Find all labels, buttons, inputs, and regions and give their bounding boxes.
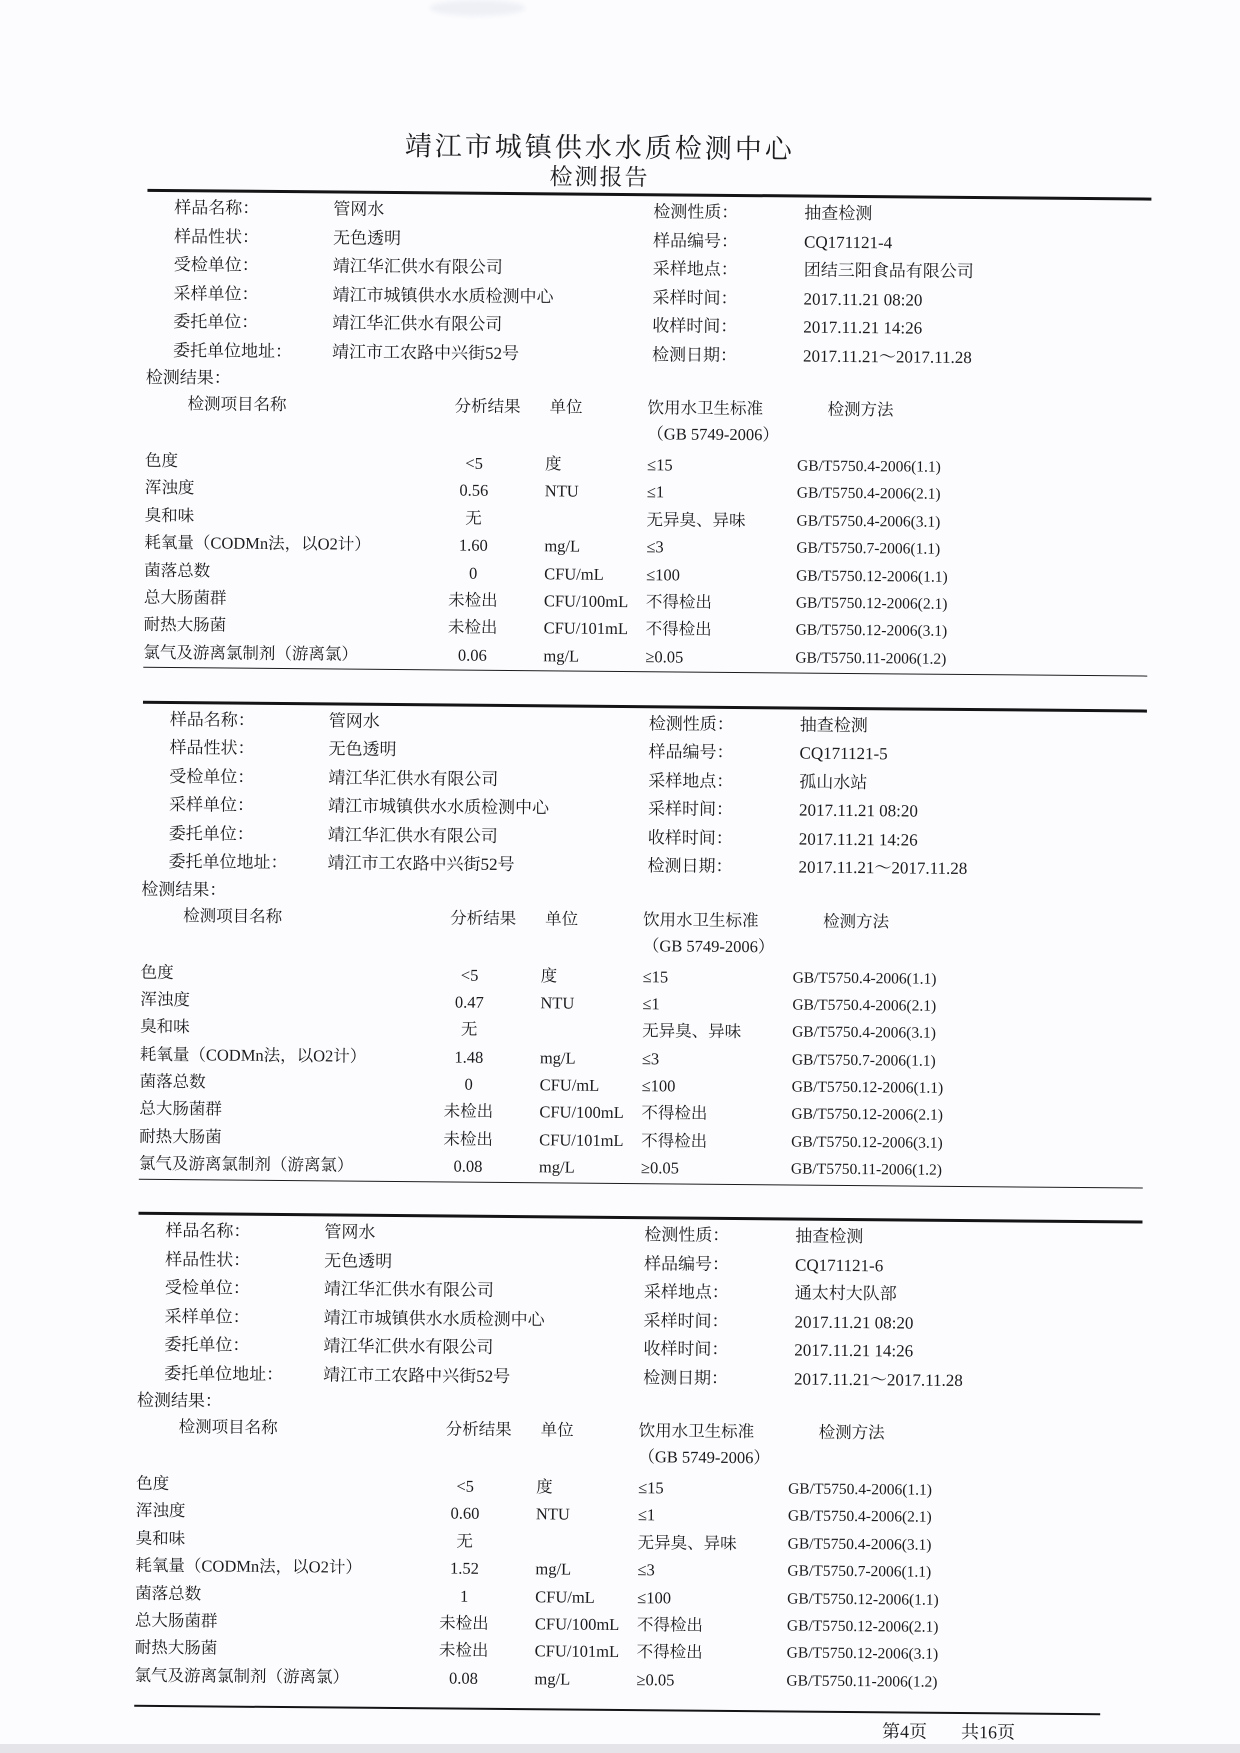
cell-method: GB/T5750.4-2006(2.1) bbox=[796, 484, 941, 504]
field-value: 靖江市工农路中兴街52号 bbox=[327, 853, 515, 875]
cell-unit bbox=[536, 505, 646, 533]
cell-result: 0.47 bbox=[454, 992, 484, 1012]
cell-result: 0 bbox=[468, 563, 478, 583]
cell-method: GB/T5750.12-2006(3.1) bbox=[791, 1133, 943, 1152]
cell-item: 氯气及游离氯制剂（游离氯） bbox=[143, 642, 359, 664]
results-table bbox=[139, 902, 1146, 1213]
cell-method: GB/T5750.7-2006(1.1) bbox=[796, 539, 941, 558]
field-label: 委托单位： bbox=[164, 1335, 250, 1355]
cell-standard: 不得检出 bbox=[641, 1131, 708, 1151]
field-label: 采样地点： bbox=[643, 1282, 729, 1302]
cell-method: GB/T5750.12-2006(3.1) bbox=[786, 1644, 939, 1664]
cell-method: GB/T5750.7-2006(1.1) bbox=[787, 1562, 932, 1581]
cell-result: 0.56 bbox=[459, 480, 489, 501]
field-value: 团结三阳食品有限公司 bbox=[803, 260, 974, 282]
field-label: 委托单位： bbox=[173, 312, 259, 332]
cell-unit: CFU/mL bbox=[535, 1586, 595, 1607]
cell-unit: mg/L bbox=[535, 1559, 572, 1579]
cell-unit: NTU bbox=[535, 1504, 570, 1524]
standard-header-line2: （GB 5749-2006） bbox=[638, 1447, 771, 1468]
field-label: 收样时间： bbox=[652, 316, 738, 336]
field-value: 2017.11.21～2017.11.28 bbox=[802, 346, 972, 367]
field-value: 靖江华汇供水有限公司 bbox=[328, 767, 499, 789]
footer-page-total: 共16页 bbox=[960, 1722, 1016, 1743]
field-label: 样品名称： bbox=[169, 709, 255, 730]
field-label: 样品性状： bbox=[165, 1249, 251, 1270]
field-label: 样品名称： bbox=[165, 1221, 251, 1241]
cell-item: 氯气及游离氯制剂（游离氯） bbox=[138, 1154, 354, 1175]
cell-item: 臭和味 bbox=[135, 1528, 186, 1549]
field-value: 通太村大队部 bbox=[794, 1283, 897, 1304]
report-content bbox=[134, 128, 1152, 1746]
report-section-3 bbox=[134, 1217, 1143, 1746]
cell-standard: ≤1 bbox=[637, 1505, 656, 1525]
field-value: 无色透明 bbox=[324, 1250, 393, 1271]
page-footer bbox=[134, 1713, 1138, 1746]
field-label: 受检单位： bbox=[173, 255, 259, 275]
field-label: 采样单位： bbox=[173, 283, 259, 304]
cell-unit: CFU/100mL bbox=[539, 1102, 624, 1123]
report-section-1 bbox=[143, 194, 1151, 712]
col-header-method: 检测方法 bbox=[827, 399, 894, 420]
cell-unit: mg/L bbox=[534, 1669, 571, 1689]
cell-result: 0.06 bbox=[457, 645, 487, 665]
cell-result: 1.52 bbox=[449, 1558, 479, 1578]
field-label: 委托单位地址： bbox=[172, 340, 293, 361]
cell-result: 未检出 bbox=[439, 1613, 489, 1633]
cell-item: 耗氧量（CODMn法，以O2计） bbox=[139, 1044, 367, 1066]
cell-method: GB/T5750.4-2006(3.1) bbox=[792, 1023, 936, 1043]
cell-standard: ≤100 bbox=[637, 1587, 672, 1608]
field-label: 委托单位地址： bbox=[164, 1363, 284, 1384]
cell-method: GB/T5750.4-2006(2.1) bbox=[792, 996, 937, 1015]
cell-item: 氯气及游离氯制剂（游离氯） bbox=[134, 1665, 350, 1687]
cell-result: 无 bbox=[460, 1019, 478, 1040]
cell-unit: CFU/101mL bbox=[543, 618, 629, 639]
field-label: 样品名称： bbox=[174, 198, 260, 218]
field-label: 样品编号： bbox=[644, 1253, 730, 1274]
cell-result: 0 bbox=[464, 1074, 473, 1094]
field-label: 检测日期： bbox=[647, 856, 733, 876]
cell-method: GB/T5750.4-2006(1.1) bbox=[797, 457, 941, 476]
scan-smudge-artifact bbox=[430, 0, 525, 16]
field-label: 受检单位： bbox=[164, 1278, 250, 1298]
results-table bbox=[134, 1414, 1140, 1698]
field-value: 抽查检测 bbox=[795, 1226, 864, 1247]
field-label: 检测性质： bbox=[644, 1225, 730, 1245]
cell-standard: ≤15 bbox=[646, 455, 673, 475]
cell-unit bbox=[528, 1528, 638, 1556]
cell-result: 1.60 bbox=[458, 535, 488, 555]
field-value: 管网水 bbox=[328, 710, 380, 731]
field-label: 采样地点： bbox=[652, 259, 738, 279]
cell-unit: 度 bbox=[545, 454, 562, 474]
cell-item: 色度 bbox=[136, 1473, 170, 1494]
cell-unit: CFU/100mL bbox=[534, 1614, 620, 1634]
col-header-standard bbox=[647, 395, 797, 452]
cell-standard: ≥0.05 bbox=[636, 1669, 675, 1690]
col-header-standard bbox=[643, 907, 793, 964]
cell-standard: 不得检出 bbox=[636, 1642, 703, 1663]
cell-method: GB/T5750.12-2006(2.1) bbox=[786, 1617, 939, 1636]
field-label: 受检单位： bbox=[169, 766, 255, 787]
cell-result: 无 bbox=[456, 1531, 474, 1551]
field-label: 样品编号： bbox=[652, 230, 739, 251]
cell-unit: CFU/101mL bbox=[534, 1641, 620, 1662]
cell-item: 耐热大肠菌 bbox=[143, 615, 227, 635]
cell-item: 臭和味 bbox=[140, 1017, 190, 1037]
cell-unit bbox=[532, 1017, 642, 1045]
page-subtitle: 检测报告 bbox=[549, 164, 650, 191]
cell-item: 总大肠菌群 bbox=[139, 1099, 223, 1119]
col-header-result: 分析结果 bbox=[454, 396, 521, 417]
field-value: 靖江市城镇供水水质检测中心 bbox=[323, 1307, 545, 1329]
cell-item: 浑浊度 bbox=[144, 478, 195, 498]
cell-unit: 度 bbox=[536, 1477, 553, 1497]
field-label: 收样时间： bbox=[647, 827, 733, 848]
cell-item: 总大肠菌群 bbox=[134, 1610, 218, 1631]
cell-result: <5 bbox=[460, 965, 479, 985]
scan-bottom-edge bbox=[0, 1744, 1240, 1753]
field-value: 靖江华汇供水有限公司 bbox=[327, 824, 498, 846]
field-label: 样品性状： bbox=[169, 738, 255, 758]
field-value: 无色透明 bbox=[332, 227, 402, 248]
results-label: 检测结果： bbox=[141, 879, 227, 900]
cell-standard: 不得检出 bbox=[636, 1615, 704, 1635]
cell-standard: ≤15 bbox=[642, 966, 669, 986]
cell-standard: 无异臭、异味 bbox=[642, 1021, 742, 1042]
cell-standard: ≥0.05 bbox=[640, 1158, 679, 1178]
cell-result: 未检出 bbox=[438, 1640, 489, 1661]
cell-result: 0.60 bbox=[450, 1503, 480, 1524]
cell-standard: ≤3 bbox=[637, 1560, 655, 1580]
col-header-unit: 单位 bbox=[545, 908, 579, 929]
field-value: 2017.11.21 14:26 bbox=[798, 829, 918, 850]
cell-method: GB/T5750.4-2006(2.1) bbox=[787, 1507, 932, 1527]
field-value: 靖江市工农路中兴街52号 bbox=[323, 1364, 511, 1386]
cell-item: 浑浊度 bbox=[140, 989, 190, 1010]
cell-unit: mg/L bbox=[543, 646, 580, 666]
cell-unit: mg/L bbox=[538, 1157, 575, 1177]
col-header-method: 检测方法 bbox=[823, 911, 890, 931]
cell-method: GB/T5750.7-2006(1.1) bbox=[791, 1051, 936, 1070]
field-value: 2017.11.21 08:20 bbox=[794, 1312, 914, 1333]
cell-method: GB/T5750.12-2006(1.1) bbox=[791, 1078, 944, 1097]
cell-item: 耐热大肠菌 bbox=[134, 1638, 218, 1658]
field-value: 2017.11.21 08:20 bbox=[798, 800, 918, 821]
field-value: 2017.11.21～2017.11.28 bbox=[794, 1369, 963, 1390]
field-value: 靖江市城镇供水水质检测中心 bbox=[328, 796, 550, 818]
cell-method: GB/T5750.12-2006(1.1) bbox=[787, 1590, 939, 1609]
cell-result: 1.48 bbox=[454, 1047, 484, 1067]
field-label: 采样时间： bbox=[647, 799, 734, 819]
sample-info-grid bbox=[141, 705, 1146, 885]
col-header-item: 检测项目名称 bbox=[178, 1417, 278, 1438]
cell-item: 耐热大肠菌 bbox=[139, 1126, 222, 1147]
field-value: 2017.11.21 14:26 bbox=[803, 317, 923, 338]
field-label: 收样时间： bbox=[643, 1339, 729, 1359]
standard-header-line2: （GB 5749-2006） bbox=[642, 935, 775, 956]
cell-method: GB/T5750.12-2006(3.1) bbox=[795, 621, 948, 641]
cell-item: 耗氧量（CODMn法，以O2计） bbox=[144, 532, 371, 554]
sample-info-grid bbox=[137, 1217, 1142, 1397]
cell-standard: 无异臭、异味 bbox=[646, 509, 746, 530]
cell-method: GB/T5750.12-2006(2.1) bbox=[791, 1105, 944, 1125]
cell-result: 未检出 bbox=[447, 617, 498, 638]
cell-standard: ≤1 bbox=[642, 994, 660, 1014]
field-value: 抽查检测 bbox=[804, 203, 873, 224]
cell-item: 色度 bbox=[145, 450, 179, 471]
standard-header-line2: （GB 5749-2006） bbox=[647, 424, 779, 445]
field-value: 2017.11.21～2017.11.28 bbox=[798, 857, 968, 879]
sample-info-grid bbox=[146, 194, 1151, 374]
field-label: 委托单位： bbox=[168, 823, 254, 844]
cell-item: 臭和味 bbox=[144, 505, 195, 526]
field-label: 采样单位： bbox=[164, 1306, 250, 1327]
cell-method: GB/T5750.4-2006(1.1) bbox=[792, 968, 937, 988]
cell-result: 无 bbox=[465, 508, 482, 528]
field-value: 管网水 bbox=[333, 199, 385, 219]
col-header-unit: 单位 bbox=[549, 397, 583, 417]
field-value: 靖江华汇供水有限公司 bbox=[332, 256, 503, 277]
field-label: 检测性质： bbox=[653, 202, 739, 222]
cell-item: 菌落总数 bbox=[139, 1071, 206, 1092]
cell-item: 色度 bbox=[140, 962, 174, 982]
field-label: 采样单位： bbox=[169, 795, 255, 815]
cell-standard: 无异臭、异味 bbox=[637, 1532, 737, 1553]
cell-method: GB/T5750.11-2006(1.2) bbox=[790, 1160, 942, 1180]
cell-result: <5 bbox=[456, 1476, 475, 1496]
cell-result: 0.08 bbox=[448, 1668, 479, 1688]
cell-result: 未检出 bbox=[443, 1129, 494, 1149]
col-header-standard bbox=[638, 1418, 788, 1475]
field-value: CQ171121-6 bbox=[795, 1255, 884, 1275]
cell-standard: ≤3 bbox=[646, 537, 664, 557]
cell-unit: mg/L bbox=[539, 1047, 576, 1068]
cell-unit: CFU/mL bbox=[539, 1075, 600, 1095]
cell-method: GB/T5750.11-2006(1.2) bbox=[795, 649, 947, 668]
standard-header-line1: 饮用水卫生标准 bbox=[638, 1421, 755, 1442]
cell-item: 菌落总数 bbox=[135, 1583, 202, 1603]
field-value: 靖江华汇供水有限公司 bbox=[332, 313, 503, 334]
cell-method: GB/T5750.11-2006(1.2) bbox=[786, 1672, 938, 1691]
cell-item: 菌落总数 bbox=[144, 560, 211, 580]
field-label: 采样时间： bbox=[652, 287, 738, 308]
field-value: 孤山水站 bbox=[799, 772, 868, 792]
cell-standard: ≥0.05 bbox=[645, 646, 684, 667]
field-value: 靖江市工农路中兴街52号 bbox=[331, 341, 520, 363]
footer-page-number: 第4页 bbox=[881, 1721, 928, 1742]
field-label: 采样时间： bbox=[643, 1310, 729, 1331]
field-value: 靖江华汇供水有限公司 bbox=[323, 1336, 494, 1357]
field-label: 检测性质： bbox=[648, 713, 734, 734]
cell-item: 总大肠菌群 bbox=[143, 587, 227, 608]
cell-standard: ≤100 bbox=[646, 564, 681, 585]
cell-standard: 不得检出 bbox=[641, 1103, 708, 1124]
results-table bbox=[143, 391, 1150, 702]
cell-result: 未检出 bbox=[443, 1101, 494, 1122]
cell-standard: 不得检出 bbox=[645, 592, 712, 612]
cell-standard: ≤3 bbox=[641, 1048, 660, 1069]
cell-item: 浑浊度 bbox=[135, 1501, 186, 1521]
cell-result: 未检出 bbox=[448, 590, 498, 610]
field-value: 无色透明 bbox=[328, 739, 397, 760]
report-section-2 bbox=[139, 705, 1147, 1223]
cell-method: GB/T5750.12-2006(2.1) bbox=[795, 594, 948, 613]
cell-result: 0.08 bbox=[453, 1156, 483, 1177]
results-label: 检测结果： bbox=[136, 1390, 222, 1411]
field-value: 抽查检测 bbox=[799, 715, 868, 735]
cell-standard: ≤100 bbox=[641, 1076, 676, 1096]
field-value: CQ171121-5 bbox=[799, 743, 888, 764]
cell-unit: CFU/100mL bbox=[543, 591, 629, 611]
field-value: 2017.11.21 08:20 bbox=[803, 289, 923, 310]
col-header-method: 检测方法 bbox=[818, 1422, 885, 1443]
cell-result: <5 bbox=[465, 453, 483, 473]
cell-method: GB/T5750.4-2006(1.1) bbox=[788, 1480, 933, 1499]
field-value: CQ171121-4 bbox=[803, 232, 893, 252]
col-header-unit: 单位 bbox=[540, 1420, 574, 1440]
field-label: 检测日期： bbox=[643, 1367, 729, 1388]
col-header-item: 检测项目名称 bbox=[183, 905, 283, 926]
page-title: 靖江市城镇供水水质检测中心 bbox=[404, 131, 795, 165]
field-label: 样品性状： bbox=[173, 226, 260, 247]
col-header-result: 分析结果 bbox=[445, 1419, 512, 1440]
field-value: 靖江市城镇供水水质检测中心 bbox=[332, 284, 554, 306]
cell-result: 1 bbox=[459, 1586, 469, 1606]
standard-header-line1: 饮用水卫生标准 bbox=[647, 398, 764, 419]
field-label: 检测日期： bbox=[651, 344, 738, 365]
standard-header-line1: 饮用水卫生标准 bbox=[643, 909, 759, 930]
field-label: 样品编号： bbox=[648, 742, 734, 762]
field-label: 委托单位地址： bbox=[168, 852, 288, 873]
cell-standard: 不得检出 bbox=[645, 619, 712, 640]
cell-item: 耗氧量（CODMn法，以O2计） bbox=[135, 1555, 362, 1577]
cell-unit: CFU/101mL bbox=[539, 1130, 624, 1150]
col-header-item: 检测项目名称 bbox=[187, 394, 287, 415]
field-value: 管网水 bbox=[324, 1222, 376, 1242]
cell-method: GB/T5750.4-2006(3.1) bbox=[796, 512, 941, 531]
cell-unit: NTU bbox=[544, 481, 579, 501]
cell-unit: mg/L bbox=[544, 536, 581, 556]
cell-standard: ≤1 bbox=[646, 482, 665, 502]
col-header-result: 分析结果 bbox=[450, 908, 517, 928]
cell-method: GB/T5750.4-2006(3.1) bbox=[787, 1535, 932, 1554]
field-label: 采样地点： bbox=[648, 770, 734, 791]
field-value: 靖江华汇供水有限公司 bbox=[323, 1279, 494, 1300]
cell-unit: NTU bbox=[540, 993, 575, 1013]
cell-unit: CFU/mL bbox=[544, 563, 604, 584]
cell-unit: 度 bbox=[540, 965, 558, 985]
field-value: 2017.11.21 14:26 bbox=[794, 1340, 914, 1361]
cell-standard: ≤15 bbox=[638, 1478, 664, 1498]
cell-method: GB/T5750.12-2006(1.1) bbox=[796, 567, 948, 586]
results-label: 检测结果： bbox=[145, 367, 231, 388]
